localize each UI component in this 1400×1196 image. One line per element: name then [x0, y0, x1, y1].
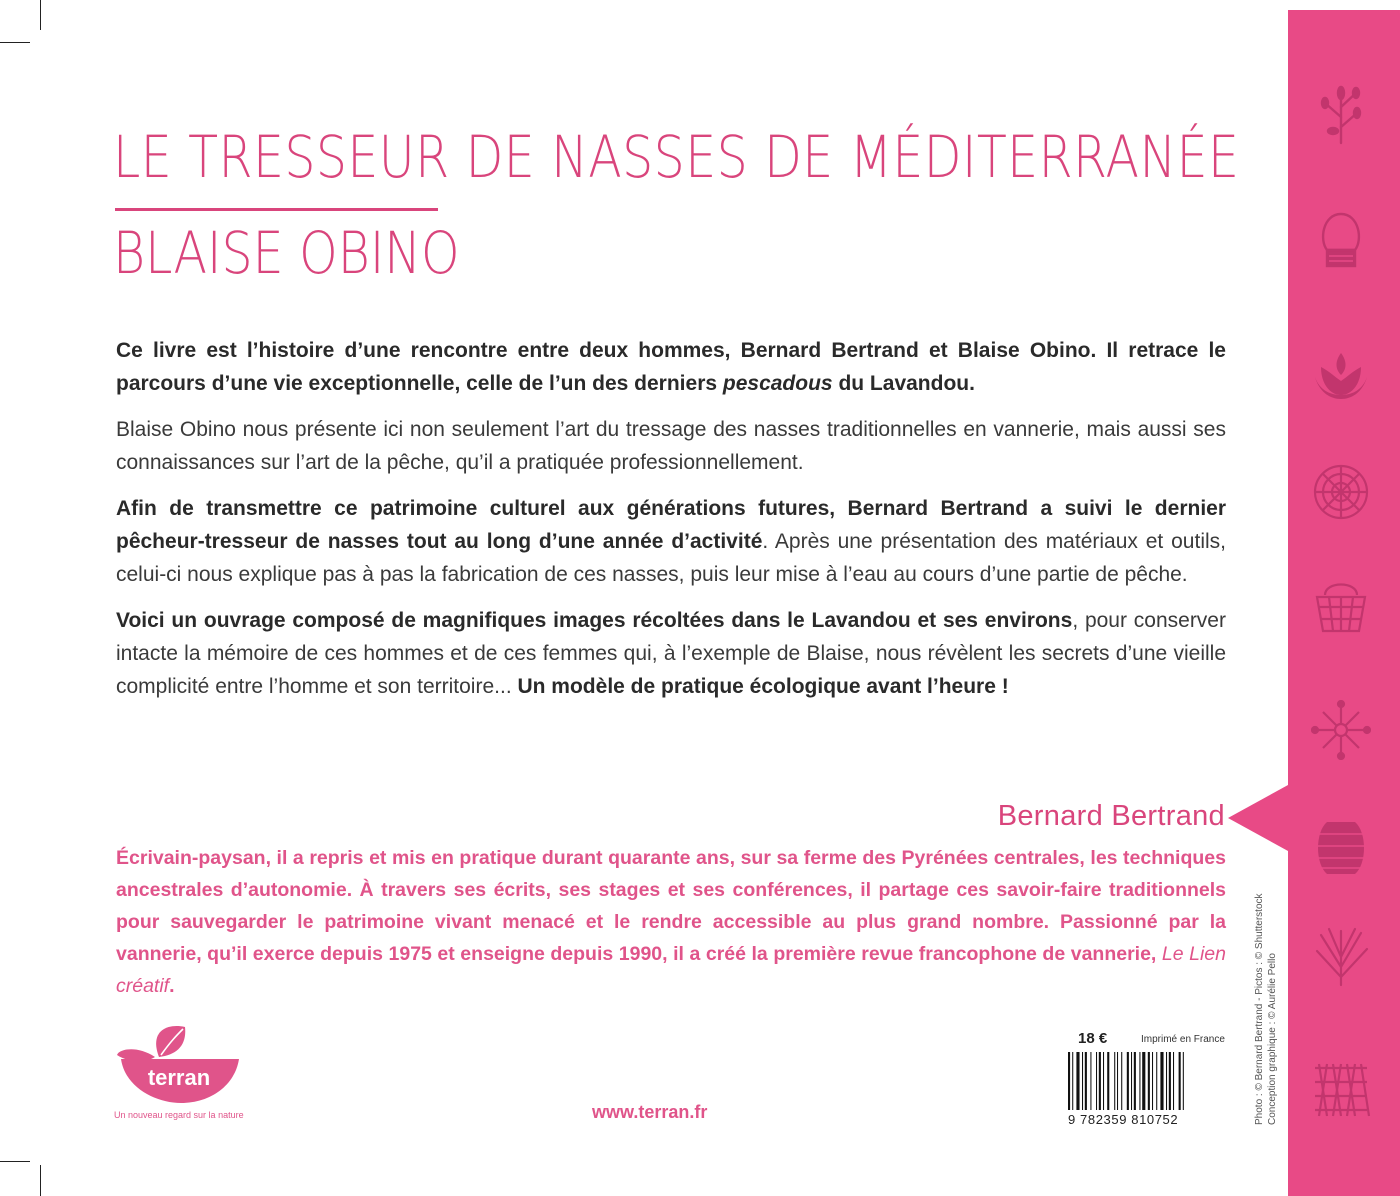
price: 18 € — [1078, 1030, 1108, 1047]
bio-text: Écrivain-paysan, il a repris et mis en pratique durant quarante ans, sur sa ferme des Pyrénées centrales, les techniques ancestrales d’autonomie. À travers ses écrits, ses stages et ses conférences, il partage ces savoir-faire traditionnels pour sauvegarder le patrimoine vivant menacé et le rendre accessible au plus grand nombre. Passionné par la vannerie, qu’il exerce depuis 1975 et enseigne depuis 1990, il a créé la première revue francophone de vannerie, — [116, 847, 1226, 965]
author-bio — [116, 842, 1226, 1002]
snowflake-weave-icon — [1311, 700, 1371, 760]
summary-bold-text: Un modèle de pratique écologique avant l’heure ! — [517, 675, 1009, 698]
crop-mark — [40, 0, 41, 30]
barcode-bar — [1107, 1052, 1109, 1110]
barcode-bar — [1131, 1052, 1132, 1110]
round-basket-icon — [1311, 210, 1371, 270]
barcode-bar — [1166, 1052, 1167, 1110]
barcode-bar — [1082, 1052, 1083, 1110]
bio-text: . — [169, 975, 175, 997]
barcode-bar — [1179, 1052, 1181, 1110]
barcode-bar — [1103, 1052, 1104, 1110]
summary-paragraph: Blaise Obino nous présente ici non seulement l’art du tressage des nasses traditionnelles en vannerie, mais aussi ses connaissances sur l’art de la pêche, qu’il a pratiquée professionnellement. — [116, 418, 1226, 474]
summary-bold-text: Voici un ouvrage composé de magnifiques images récoltées dans le Lavandou et ses environs — [116, 609, 1073, 632]
reed-plant-icon — [1311, 927, 1371, 987]
barcode-bar — [1156, 1052, 1157, 1110]
summary-text: , pour conserver intacte la mémoire de ces hommes et de ces femmes qui, à l’exemple de Blaise, nous révèlent les secrets d’une vieille complicité entre l’homme et son territoire... — [116, 609, 1226, 698]
summary-bold-text: Afin de transmettre ce patrimoine culturel aux générations futures, Bernard Bertrand a suivi le dernier pêcheur-tresseur de nasses tout au long d’une année d’activité — [116, 497, 1226, 553]
book-title: LE TRESSEUR DE NASSES DE MÉDITERRANÉE — [113, 123, 1240, 191]
publisher-website[interactable]: www.terran.fr — [592, 1102, 708, 1122]
barcode-bar — [1183, 1052, 1184, 1110]
barcode-bar — [1139, 1052, 1140, 1110]
barcode-bar — [1169, 1052, 1171, 1110]
bio-author-name: Bernard Bertrand — [997, 800, 1225, 832]
barcode-bar — [1148, 1052, 1150, 1110]
summary-paragraph — [116, 492, 1226, 591]
summary-paragraph — [116, 334, 1226, 400]
barcode-bar — [1121, 1052, 1122, 1110]
barcode-bar — [1076, 1052, 1079, 1110]
isbn-number: 9 782359 810752 — [1068, 1112, 1179, 1126]
summary-bold-text: du Lavandou. — [832, 372, 975, 395]
barcode-bar — [1068, 1052, 1070, 1110]
summary-bold-text: Ce livre est l’histoire d’une rencontre entre deux hommes, Bernard Bertrand et Blaise Obino. Il retrace le parcours d’une vie exceptionnelle, celle de l’un des derniers — [116, 339, 1226, 395]
barcode — [1066, 1050, 1226, 1126]
lotus-icon — [1311, 345, 1371, 405]
crop-mark — [0, 1161, 30, 1162]
barcode-bar — [1072, 1052, 1073, 1110]
summary-italic-word: pescadous — [722, 372, 833, 395]
summary-paragraph — [116, 604, 1226, 703]
printed-in: Imprimé en France — [1141, 1034, 1225, 1045]
book-author: BLAISE OBINO — [113, 219, 460, 287]
barcode-bar — [1099, 1052, 1101, 1110]
summary-text: . Après une présentation des matériaux et outils, celui-ci nous explique pas à pas la fabrication de ces nasses, puis leur mise à l’eau au cours d’une partie de pêche. — [116, 530, 1226, 586]
barcode-bar — [1127, 1052, 1129, 1110]
title-divider — [115, 208, 438, 211]
woven-pot-icon — [1311, 818, 1371, 878]
publisher-logo — [115, 1025, 245, 1107]
barcode-bar — [1085, 1052, 1087, 1110]
barcode-bar — [1114, 1052, 1115, 1110]
lidded-basket-icon — [1311, 575, 1371, 635]
publisher-tagline: Un nouveau regard sur la nature — [114, 1110, 244, 1120]
crop-mark — [40, 1165, 41, 1196]
woven-disc-icon — [1311, 462, 1371, 522]
lattice-weave-icon — [1311, 1060, 1371, 1120]
barcode-bar — [1096, 1052, 1097, 1110]
barcode-bar — [1160, 1052, 1163, 1110]
crop-mark — [0, 42, 30, 43]
barcode-bar — [1134, 1052, 1136, 1110]
barcode-bar — [1090, 1052, 1091, 1110]
barcode-bar — [1142, 1052, 1145, 1110]
bio-journal-title: Le Lien créatif — [116, 943, 1227, 997]
credit-line: Conception graphique : © Aurélie Pello — [1267, 953, 1278, 1125]
band-pointer — [1228, 785, 1288, 851]
barcode-bar — [1173, 1052, 1174, 1110]
wheat-sprig-icon — [1311, 85, 1371, 145]
barcode-bar — [1152, 1052, 1153, 1110]
photo-credits — [1253, 893, 1279, 1125]
summary — [116, 334, 1226, 716]
barcode-bar — [1117, 1052, 1118, 1110]
publisher-name: terran — [147, 1065, 211, 1090]
credit-line: Photo : © Bernard Bertrand - Pictos : © Shutterstock — [1254, 893, 1265, 1125]
